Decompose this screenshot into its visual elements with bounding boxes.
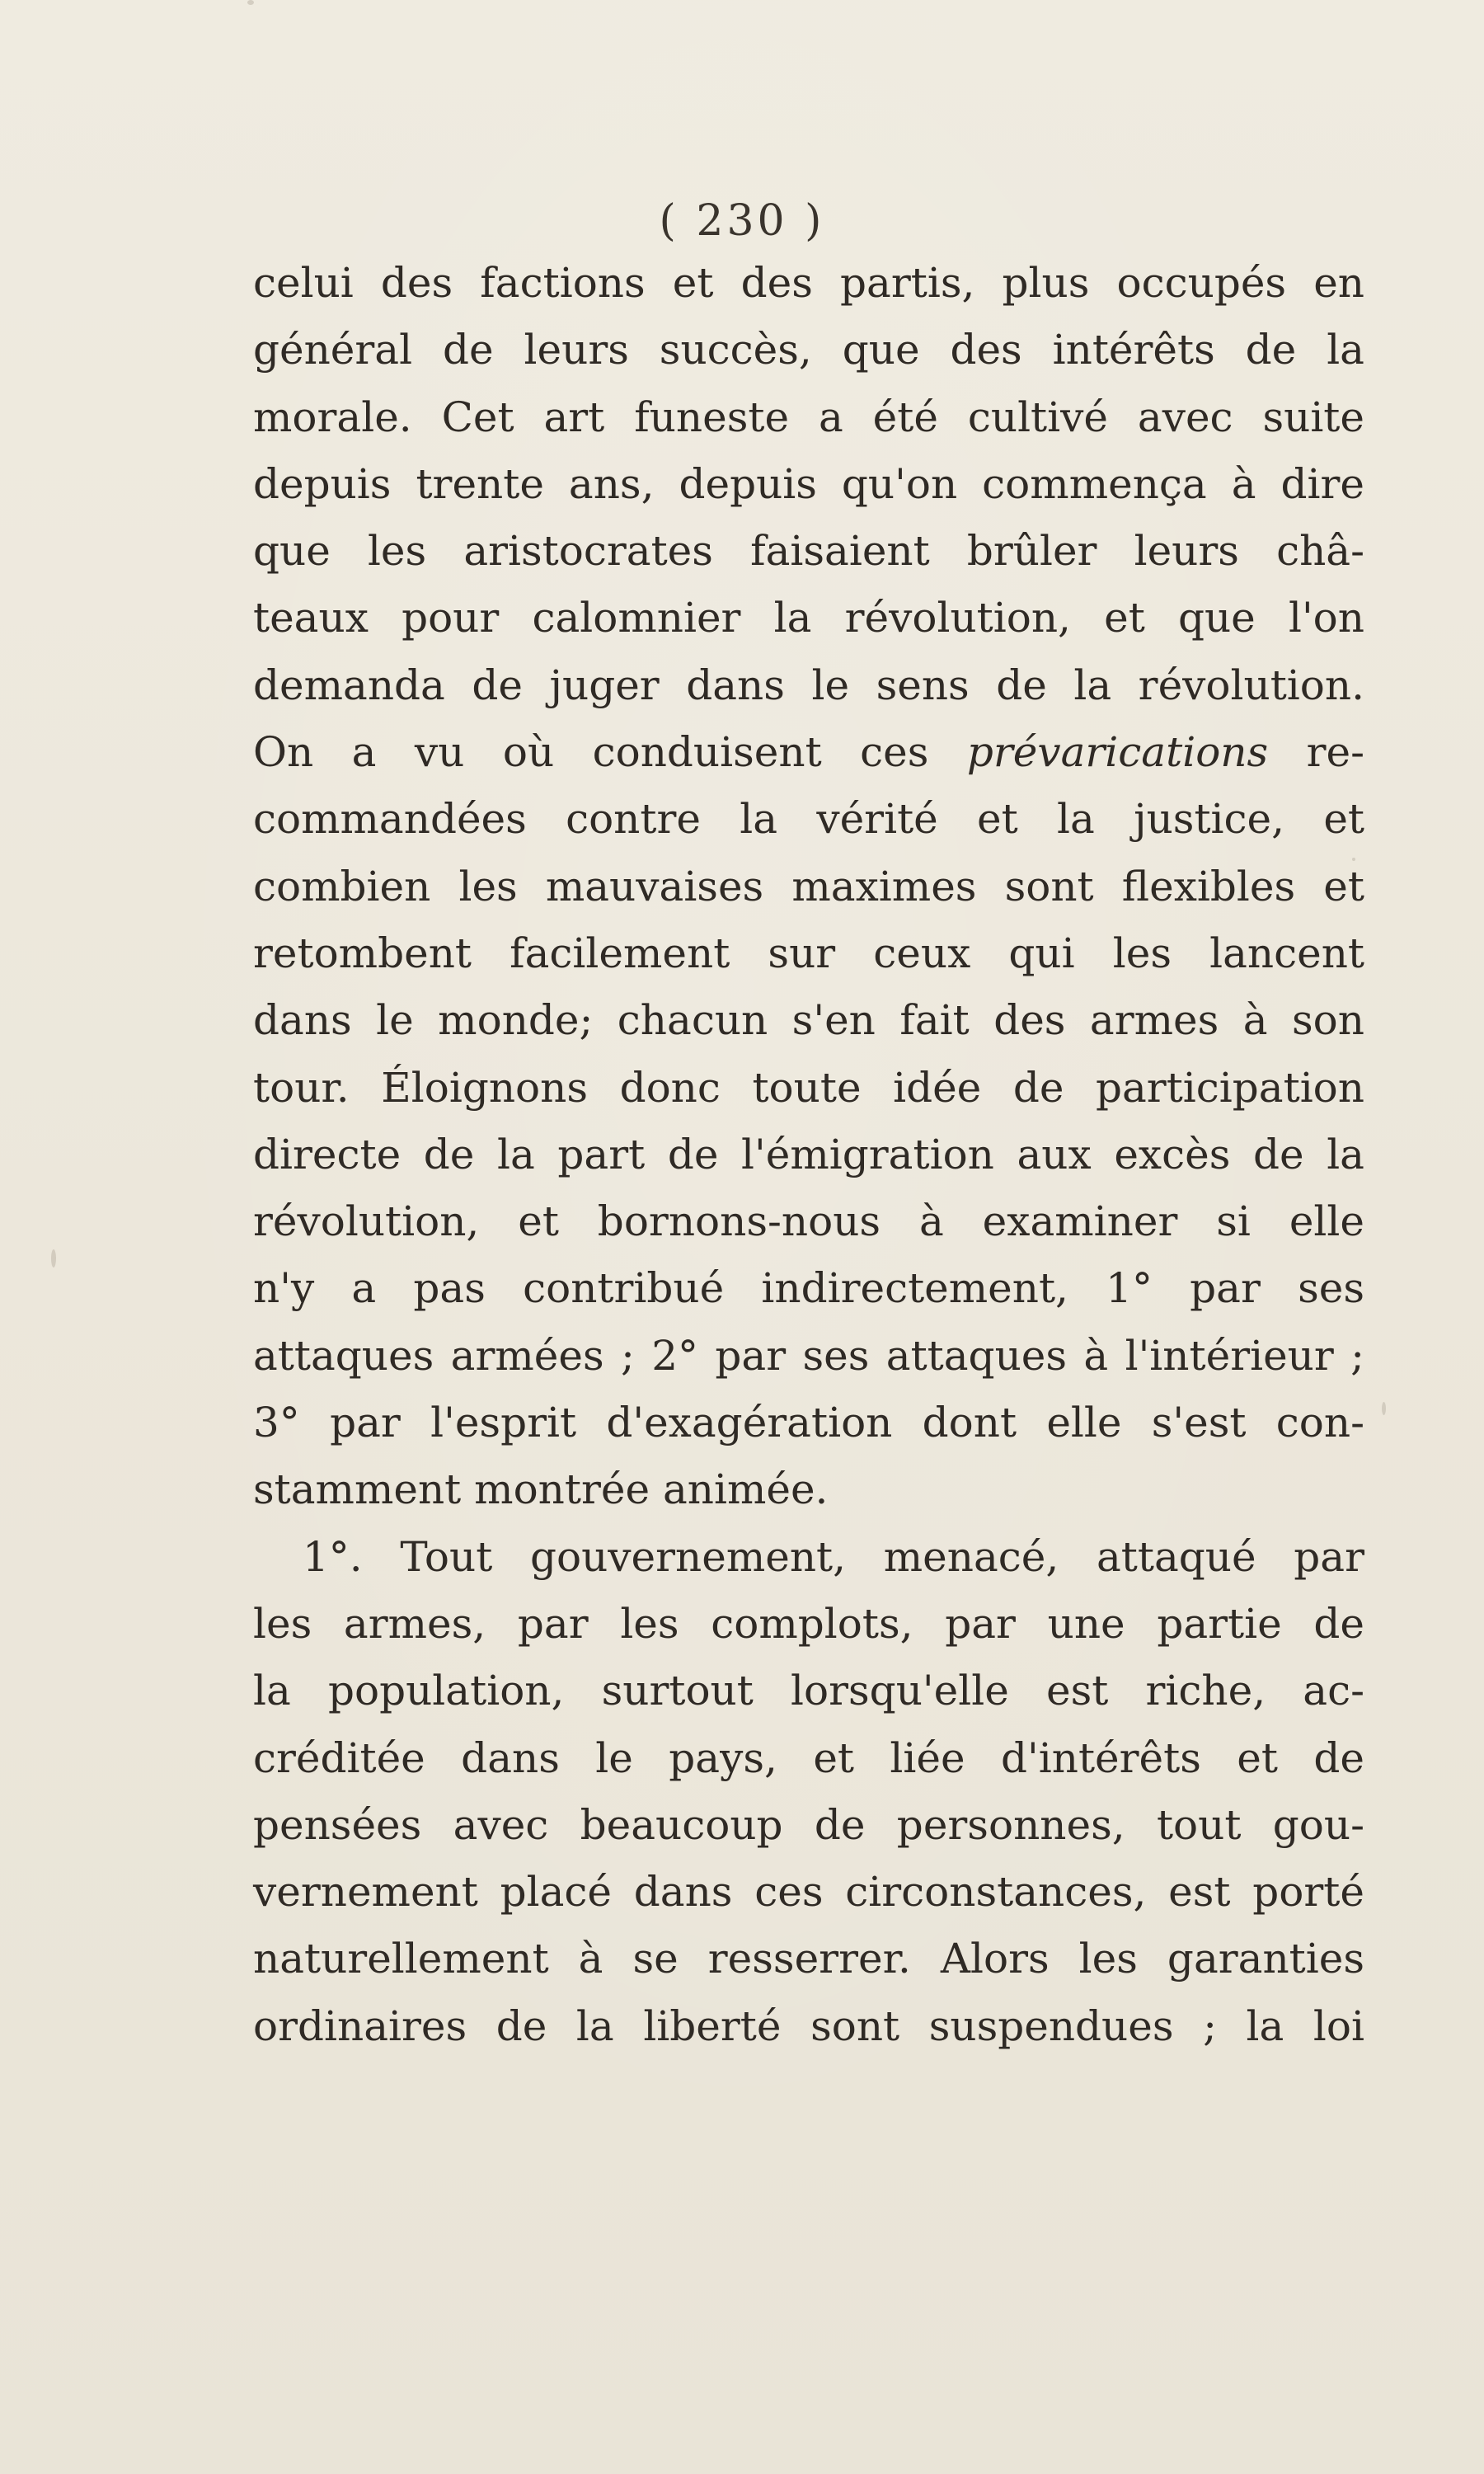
text-line: vernement placé dans ces circonstances, est porté <box>253 1868 1364 1917</box>
text-line: naturellement à se resserrer. Alors les garanties <box>253 1935 1364 1983</box>
text-line: dans le monde; chacun s'en fait des armes à son <box>253 996 1364 1045</box>
text-segment: On a vu où conduisent ces <box>253 728 967 777</box>
text-line: révolution, et bornons-nous à examiner si elle <box>253 1197 1364 1246</box>
text-line: 3° par l'esprit d'exagération dont elle s'est con- <box>253 1399 1364 1447</box>
paper-speck <box>1352 858 1355 861</box>
paper-speck <box>1382 1402 1386 1415</box>
text-line: retombent facilement sur ceux qui les lancent <box>253 929 1364 977</box>
text-line: n'y a pas contribué indirectement, 1° par ses <box>253 1264 1364 1313</box>
text-line: les armes, par les complots, par une partie de <box>253 1599 1364 1648</box>
page-number: ( 230 ) <box>659 196 825 246</box>
text-segment: re- <box>1268 728 1365 777</box>
text-line: 1°. Tout gouvernement, menacé, attaqué par <box>303 1532 1364 1581</box>
text-line: directe de la part de l'émigration aux excès de la <box>253 1130 1364 1178</box>
text-line: stamment montrée animée. <box>253 1465 829 1514</box>
text-line: demanda de juger dans le sens de la révolution. <box>253 661 1364 709</box>
text-line: pensées avec beaucoup de personnes, tout gou- <box>253 1800 1364 1849</box>
text-line: général de leurs succès, que des intérêts de la <box>253 326 1364 374</box>
text-line: la population, surtout lorsqu'elle est riche, ac- <box>253 1667 1364 1715</box>
italic-word: prévarications <box>966 728 1269 777</box>
text-line: celui des factions et des partis, plus occupés en <box>253 259 1364 307</box>
text-line: tour. Éloignons donc toute idée de participation <box>253 1063 1364 1112</box>
text-line: morale. Cet art funeste a été cultivé avec suite <box>253 393 1364 441</box>
text-line: combien les mauvaises maximes sont flexibles et <box>253 862 1364 910</box>
text-line: teaux pour calomnier la révolution, et que l'on <box>253 594 1364 642</box>
text-line: ordinaires de la liberté sont suspendues ; la loi <box>253 2001 1364 2050</box>
body-text <box>253 250 1364 2060</box>
paper-speck <box>51 1249 56 1268</box>
text-line: commandées contre la vérité et la justice, et <box>253 795 1364 844</box>
text-line: depuis trente ans, depuis qu'on commença à dire <box>253 459 1364 508</box>
paper-speck <box>247 0 254 5</box>
text-line: que les aristocrates faisaient brûler leurs châ- <box>253 527 1364 576</box>
text-line: attaques armées ; 2° par ses attaques à l'intérieur ; <box>253 1331 1364 1380</box>
text-line: créditée dans le pays, et liée d'intérêts et de <box>253 1733 1364 1782</box>
text-line <box>253 719 1364 786</box>
